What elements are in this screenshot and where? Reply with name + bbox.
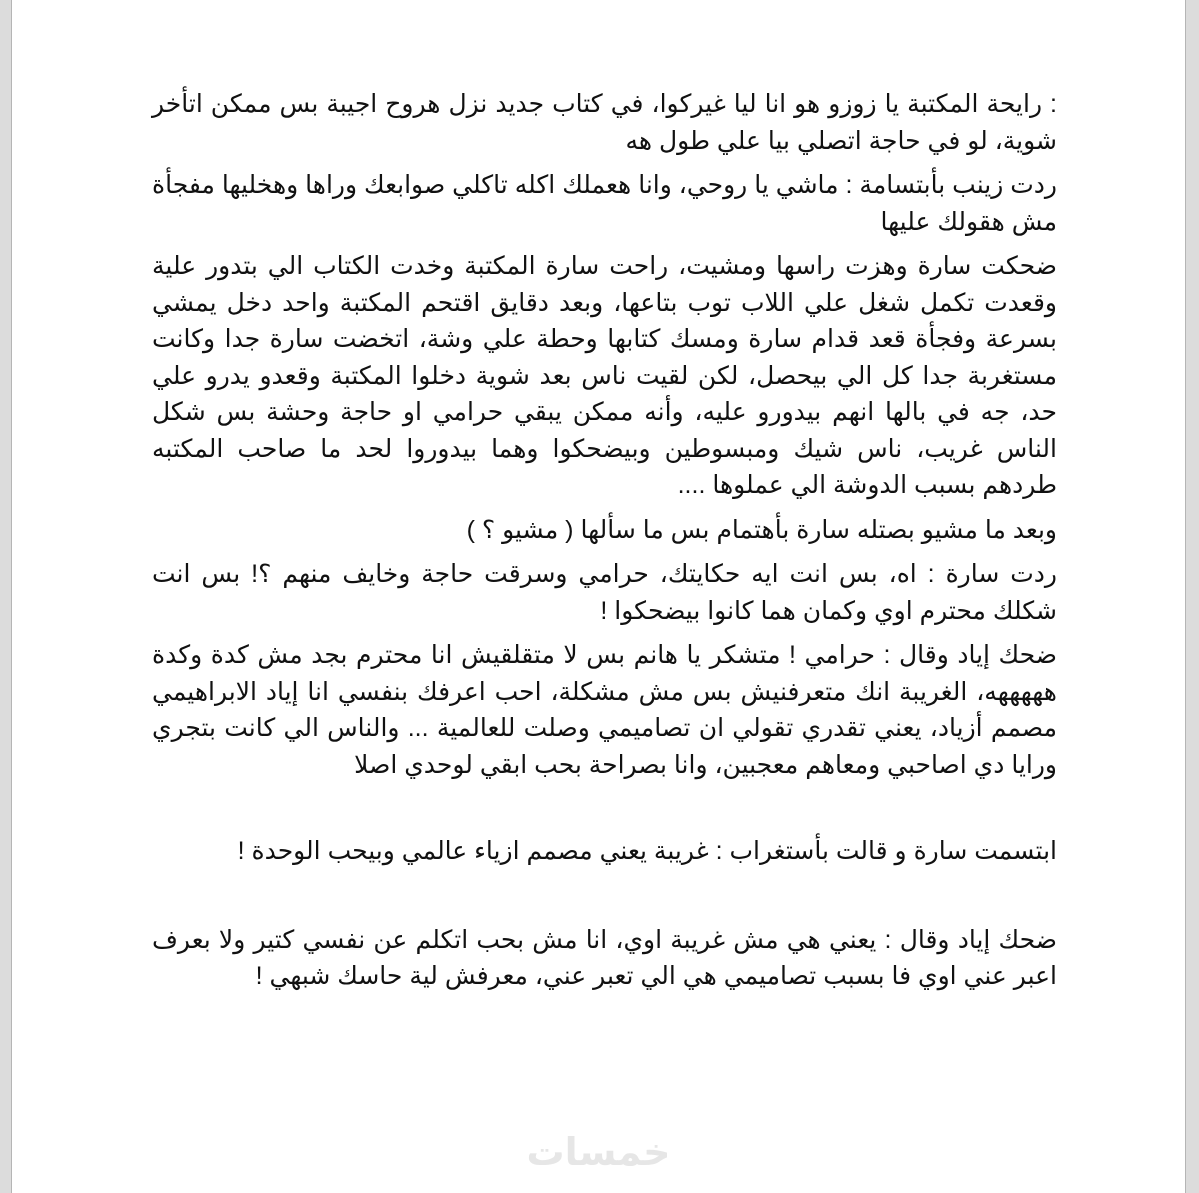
- paragraph-4: وبعد ما مشيو بصتله سارة بأهتمام بس ما سألها ( مشيو ؟ ): [466, 515, 1057, 544]
- paragraph-2: ردت زينب بأبتسامة : ماشي يا روحي، وانا هعملك اكله تاكلي صوابعك وراها وهخليها مفجأة مش هقولك عليها: [152, 171, 1057, 236]
- paragraph-7: ابتسمت سارة و قالت بأستغراب : غريبة يعني مصمم ازياء عالمي وبيحب الوحدة !: [237, 837, 1057, 865]
- paragraph-3: ضحكت سارة وهزت راسها ومشيت، راحت سارة المكتبة وخدت الكتاب الي بتدور علية وقعدت تكمل شغل علي اللاب توب بتاعها، وبعد دقايق اقتحم المكتبة واحد دخل يمشي بسرعة وفجأة قعد قدام سارة ومسك كتابها وحطة علي وشة، اتخضت سارة جدا وكانت مستغربة جدا كل الي بيحصل، لكن لقيت ناس بعد شوية دخلوا المكتبة وقعدو يدرو علي حد، جه في بالها انهم بيدورو عليه، وأنه ممكن يبقي حرامي او حاجة وحشة بس شكل الناس غريب، ناس شيك ومبسوطين وبيضحكوا وهما بيدوروا لحد ما صاحب المكتبه طردهم بسبب الدوشة الي عملوها ....: [152, 252, 1057, 499]
- paragraph-1: : رايحة المكتبة يا زوزو هو انا ليا غيركوا، في كتاب جديد نزل هروح اجيبة بس ممكن اتأخر شوية، لو في حاجة اتصلي بيا علي طول هه: [152, 90, 1057, 155]
- paragraph-6: ضحك إياد وقال : حرامي ! متشكر يا هانم بس لا متقلقيش انا محترم بجد مش كدة وكدة هههههه، الغريبة انك متعرفنيش بس مش مشكلة، احب اعرفك بنفسي انا إياد الابراهيمي مصمم أزياد، يعني تقدري تقولي ان تصاميمي وصلت للعالمية ... والناس الي كانت بتجري ورايا دي اصاحبي ومعاهم معجبين، وانا بصراحة بحب ابقي لوحدي اصلا: [152, 641, 1057, 779]
- paragraph-8: ضحك إياد وقال : يعني هي مش غريبة اوي، انا مش بحب اتكلم عن نفسي كتير ولا بعرف اعبر عني اوي فا بسبب تصاميمي هي الي تعبر عني، معرفش لية حاسك شبهي !: [152, 925, 1057, 990]
- khamsat-watermark-logo: خمسات: [526, 1130, 671, 1174]
- document-body: [152, 86, 1057, 1003]
- paragraph-5: ردت سارة : اه، بس انت ايه حكايتك، حرامي وسرقت حاجة وخايف منهم ؟! بس انت شكلك محترم اوي وكمان هما كانوا بيضحكوا !: [152, 560, 1057, 625]
- document-page: [11, 0, 1186, 1193]
